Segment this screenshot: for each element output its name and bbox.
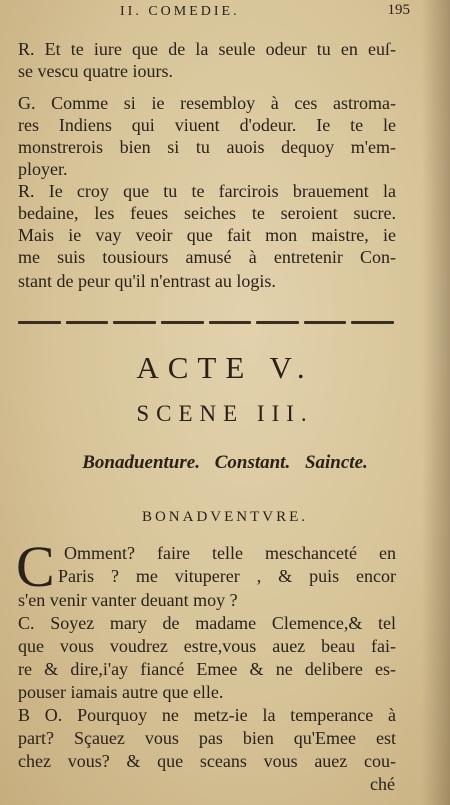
text-line: res Indiens qui viuent d'odeur. Ie te le (18, 115, 396, 135)
catchword: ché (370, 774, 395, 794)
page-number: 195 (387, 2, 410, 18)
text-line: Paris ? me vituperer , & puis encor (58, 566, 396, 586)
text-line: Mais ie vay veoir que fait mon maistre, ie (18, 225, 396, 245)
text-line: ployer. (18, 159, 68, 179)
text-line: C. Soyez mary de madame Clemence,& tel (18, 613, 396, 633)
text-line: se vescu quatre iours. (18, 61, 173, 81)
ornamental-rule (18, 320, 394, 325)
act-title: ACTE V. (136, 350, 314, 385)
text-line: s'en venir vanter deuant moy ? (18, 590, 238, 610)
scene-title: SCENE III. (136, 401, 314, 426)
running-header (120, 2, 410, 24)
text-line: B O. Pourquoy ne metz-ie la temperance à (18, 705, 396, 725)
text-line: bedaine, les feues seiches te seroient sucre. (18, 203, 396, 223)
running-title: II. COMEDIE. (120, 4, 240, 19)
text-line: R. Et te iure que de la seule odeur tu en euſ- (18, 39, 396, 59)
text-line: stant de peur qu'il n'entrast au logis. (18, 271, 276, 291)
cast-list: Bonaduenture. Constant. Saincte. (82, 452, 368, 473)
text-line: monstrerois bien si tu auois dequoy m'em- (18, 137, 396, 157)
drop-cap: C (16, 534, 55, 599)
speaker-heading: BONADVENTVRE. (141, 509, 309, 525)
text-line: part? Sçauez vous pas bien qu'Emee est (18, 728, 396, 748)
text-line: Omment? faire telle meschanceté en (64, 543, 396, 563)
text-line: me suis tousiours amusé à entretenir Con- (18, 247, 396, 267)
text-line: que vous voudrez estre,vous auez beau fai- (18, 636, 396, 656)
text-line: chez vous? & que sceans vous auez cou- (18, 751, 396, 771)
text-line: pouser iamais autre que elle. (18, 682, 224, 702)
text-line: R. Ie croy que tu te farcirois brauement la (18, 181, 396, 201)
text-line: re & dire,i'ay fiancé Emee & ne delibere es- (18, 659, 396, 679)
text-line: G. Comme si ie resembloy à ces astroma- (18, 93, 396, 113)
